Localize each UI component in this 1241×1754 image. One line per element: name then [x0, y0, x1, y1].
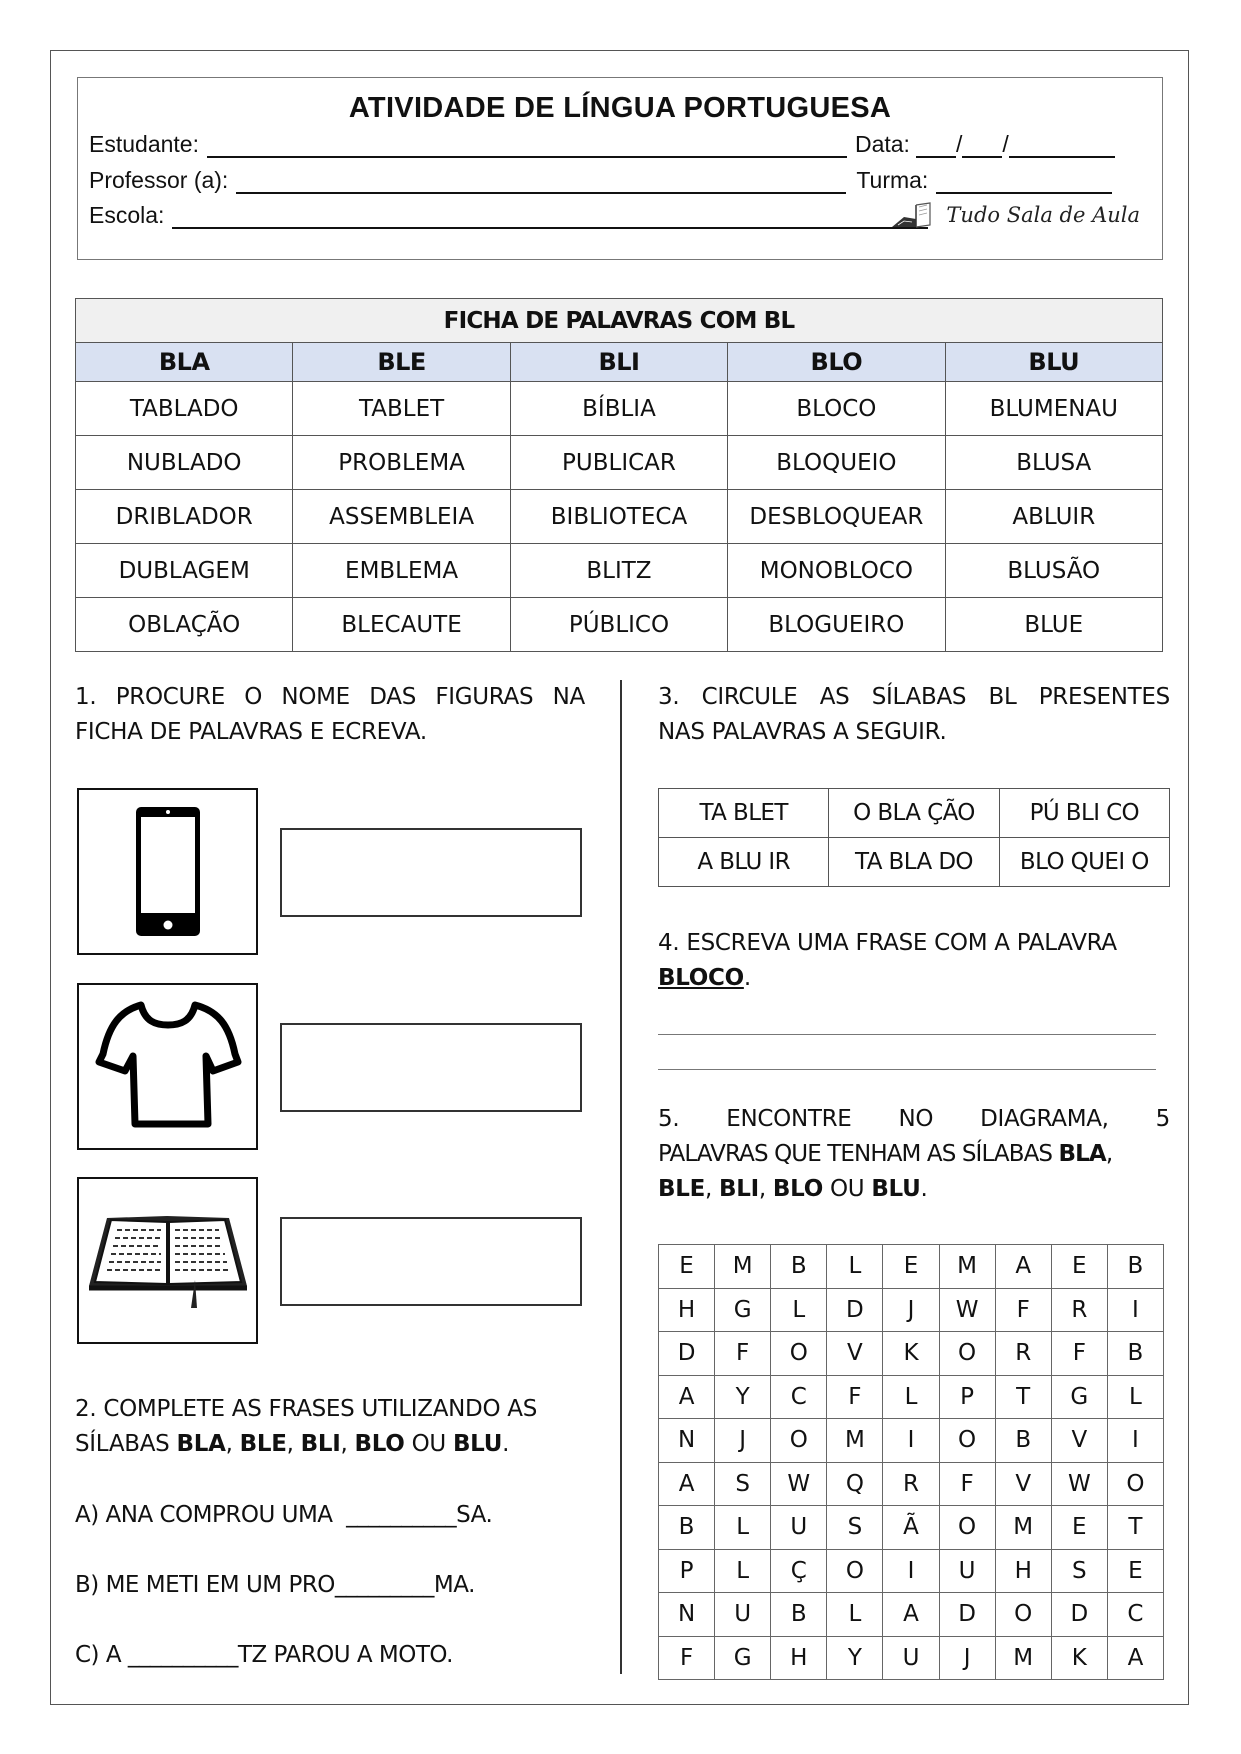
- word: 1.: [75, 684, 97, 710]
- column-header: BLI: [510, 343, 727, 382]
- grid-cell[interactable]: D: [939, 1593, 995, 1637]
- word-cell: PUBLICAR: [510, 436, 727, 490]
- answer-line[interactable]: [658, 1000, 1156, 1035]
- grid-cell[interactable]: F: [1051, 1332, 1107, 1376]
- grid-cell[interactable]: I: [883, 1419, 939, 1463]
- grid-cell[interactable]: E: [659, 1245, 715, 1289]
- grid-cell[interactable]: F: [995, 1288, 1051, 1332]
- q4-line2: [658, 961, 1170, 996]
- grid-cell[interactable]: L: [883, 1375, 939, 1419]
- grid-row: [659, 1419, 1164, 1463]
- grid-cell[interactable]: O: [939, 1419, 995, 1463]
- grid-cell[interactable]: O: [771, 1332, 827, 1376]
- answer-box-book[interactable]: [280, 1217, 582, 1306]
- word-cell: DESBLOQUEAR: [728, 490, 945, 544]
- grid-cell[interactable]: L: [827, 1245, 883, 1289]
- syllable: BLO: [772, 1176, 823, 1202]
- student-field[interactable]: [207, 134, 847, 158]
- grid-cell[interactable]: F: [827, 1375, 883, 1419]
- grid-cell[interactable]: B: [1107, 1245, 1163, 1289]
- text: SÍLABAS: [75, 1431, 177, 1457]
- column-header: BLE: [293, 343, 510, 382]
- word-table: [75, 298, 1163, 652]
- school-label: Escola:: [89, 202, 165, 228]
- grid-cell[interactable]: R: [1051, 1288, 1107, 1332]
- grid-row: [659, 1462, 1164, 1506]
- grid-cell[interactable]: I: [1107, 1419, 1163, 1463]
- word-cell: MONOBLOCO: [728, 544, 945, 598]
- column-header: BLU: [945, 343, 1162, 382]
- word-cell: NUBLADO: [76, 436, 293, 490]
- word: DAS: [369, 684, 416, 710]
- grid-cell[interactable]: O: [939, 1332, 995, 1376]
- q3-instruction: [658, 680, 1170, 750]
- syllable: BLA: [176, 1431, 226, 1457]
- word-cell: PÚBLICO: [510, 598, 727, 652]
- class-field[interactable]: [936, 170, 1112, 194]
- grid-cell[interactable]: A: [659, 1462, 715, 1506]
- word-table-caption: FICHA DE PALAVRAS COM BL: [76, 299, 1163, 343]
- grid-cell[interactable]: O: [1107, 1462, 1163, 1506]
- q1-line2: FICHA DE PALAVRAS E ECREVA.: [75, 719, 427, 745]
- grid-cell[interactable]: A: [659, 1375, 715, 1419]
- grid-cell[interactable]: K: [883, 1332, 939, 1376]
- grid-cell[interactable]: B: [771, 1593, 827, 1637]
- word: 5: [1155, 1106, 1170, 1132]
- date-year[interactable]: [1009, 134, 1115, 158]
- student-row: [89, 131, 1115, 158]
- grid-cell[interactable]: T: [1107, 1506, 1163, 1550]
- answer-box-shirt[interactable]: [280, 1023, 582, 1112]
- word-cell: DRIBLADOR: [76, 490, 293, 544]
- column-header: BLO: [728, 343, 945, 382]
- word: NOME: [281, 684, 350, 710]
- word: 3.: [658, 684, 680, 710]
- grid-cell[interactable]: C: [1107, 1593, 1163, 1637]
- figure-box: [77, 1177, 258, 1344]
- grid-cell[interactable]: L: [715, 1549, 771, 1593]
- table-row: [76, 436, 1163, 490]
- grid-cell[interactable]: V: [1051, 1419, 1107, 1463]
- grid-cell[interactable]: S: [715, 1462, 771, 1506]
- grid-cell[interactable]: W: [771, 1462, 827, 1506]
- syllable: BLI: [719, 1176, 759, 1202]
- q2-line1: 2. COMPLETE AS FRASES UTILIZANDO AS: [75, 1396, 537, 1422]
- q1-line1: [75, 680, 585, 715]
- word-cell: DUBLAGEM: [76, 544, 293, 598]
- table-row: [76, 598, 1163, 652]
- word-table-header: [76, 343, 1163, 382]
- grid-cell[interactable]: M: [939, 1245, 995, 1289]
- syllable-word[interactable]: TA BLA DO: [829, 838, 999, 887]
- grid-cell[interactable]: O: [827, 1549, 883, 1593]
- grid-cell[interactable]: Q: [827, 1462, 883, 1506]
- syllable: BLE: [239, 1431, 287, 1457]
- sentence-b[interactable]: B) ME METI EM UM PRO_________MA.: [75, 1572, 475, 1598]
- word-cell: OBLAÇÃO: [76, 598, 293, 652]
- text: ,: [225, 1431, 240, 1457]
- grid-cell[interactable]: I: [883, 1549, 939, 1593]
- syllable-word[interactable]: TA BLET: [659, 789, 829, 838]
- grid-cell[interactable]: R: [995, 1332, 1051, 1376]
- syllable: BLO: [354, 1431, 405, 1457]
- word: PROCURE: [115, 684, 225, 710]
- grid-cell[interactable]: J: [939, 1636, 995, 1680]
- grid-cell[interactable]: G: [715, 1636, 771, 1680]
- table-row: [659, 789, 1170, 838]
- grid-cell[interactable]: M: [827, 1419, 883, 1463]
- table-row: [76, 382, 1163, 436]
- syllable-word[interactable]: BLO QUEI O: [999, 838, 1169, 887]
- grid-row: [659, 1332, 1164, 1376]
- teacher-label: Professor (a):: [89, 167, 229, 193]
- word-cell: BIBLIOTECA: [510, 490, 727, 544]
- answer-line[interactable]: [658, 1035, 1156, 1070]
- word-cell: EMBLEMA: [293, 544, 510, 598]
- grid-cell[interactable]: D: [1051, 1593, 1107, 1637]
- school-row: [89, 202, 928, 229]
- grid-cell[interactable]: W: [1051, 1462, 1107, 1506]
- grid-cell[interactable]: E: [1051, 1245, 1107, 1289]
- logo-text: Tudo Sala de Aula: [946, 203, 1140, 227]
- word: O: [244, 684, 263, 710]
- date-field[interactable]: / /: [916, 131, 1115, 158]
- grid-cell[interactable]: K: [1051, 1636, 1107, 1680]
- figure-row-book: [75, 1177, 585, 1345]
- word-cell: BÍBLIA: [510, 382, 727, 436]
- word-cell: ASSEMBLEIA: [293, 490, 510, 544]
- text: ,: [286, 1431, 301, 1457]
- q5-line1: [658, 1102, 1170, 1137]
- grid-cell[interactable]: T: [995, 1375, 1051, 1419]
- grid-cell[interactable]: N: [659, 1593, 715, 1637]
- word: NO: [898, 1106, 934, 1132]
- grid-cell[interactable]: D: [827, 1288, 883, 1332]
- word-cell: PROBLEMA: [293, 436, 510, 490]
- grid-cell[interactable]: L: [1107, 1375, 1163, 1419]
- grid-row: [659, 1549, 1164, 1593]
- text: .: [920, 1176, 928, 1202]
- grid-cell[interactable]: B: [771, 1245, 827, 1289]
- grid-cell[interactable]: W: [939, 1288, 995, 1332]
- date-month[interactable]: [962, 134, 1002, 158]
- syllable: BLU: [871, 1176, 921, 1202]
- date-label: Data:: [854, 131, 910, 157]
- grid-cell[interactable]: L: [771, 1288, 827, 1332]
- q5-instruction: [658, 1102, 1170, 1207]
- text: .: [743, 965, 751, 991]
- table-row: [76, 490, 1163, 544]
- syllable-word[interactable]: O BLA ÇÃO: [829, 789, 999, 838]
- word-cell: BLECAUTE: [293, 598, 510, 652]
- sentence-a[interactable]: A) ANA COMPROU UMA __________SA.: [75, 1502, 493, 1528]
- tablet-icon: [133, 804, 203, 939]
- word: BL: [988, 684, 1017, 710]
- text: OU: [404, 1431, 453, 1457]
- syllable-word[interactable]: PÚ BLI CO: [999, 789, 1169, 838]
- column-header: BLA: [76, 343, 293, 382]
- teacher-row: [89, 167, 1112, 194]
- grid-cell[interactable]: S: [827, 1506, 883, 1550]
- q2-instruction: [75, 1392, 585, 1462]
- header-box: [77, 77, 1163, 260]
- word: SÍLABAS: [871, 684, 967, 710]
- grid-row: [659, 1288, 1164, 1332]
- word: AS: [819, 684, 850, 710]
- word-cell: BLOGUEIRO: [728, 598, 945, 652]
- grid-row: [659, 1245, 1164, 1289]
- figure-row-shirt: [75, 983, 585, 1151]
- grid-cell[interactable]: O: [995, 1593, 1051, 1637]
- syllable: BLA: [1058, 1141, 1106, 1167]
- grid-cell[interactable]: U: [939, 1549, 995, 1593]
- text: ,: [705, 1176, 720, 1202]
- syllable-table: [658, 788, 1170, 887]
- q1-instruction: [75, 680, 585, 750]
- word-cell: BLOQUEIO: [728, 436, 945, 490]
- q4-answer-area: [658, 1000, 1156, 1070]
- grid-cell[interactable]: J: [715, 1419, 771, 1463]
- grid-cell[interactable]: U: [771, 1506, 827, 1550]
- answer-box-tablet[interactable]: [280, 828, 582, 917]
- table-row: [659, 838, 1170, 887]
- grid-cell[interactable]: F: [939, 1462, 995, 1506]
- grid-cell[interactable]: F: [715, 1332, 771, 1376]
- grid-cell[interactable]: M: [995, 1506, 1051, 1550]
- q4-line1: 4. ESCREVA UMA FRASE COM A PALAVRA: [658, 930, 1117, 956]
- word: ENCONTRE: [726, 1106, 852, 1132]
- grid-cell[interactable]: N: [659, 1419, 715, 1463]
- word: FIGURAS: [435, 684, 534, 710]
- grid-cell[interactable]: V: [995, 1462, 1051, 1506]
- grid-cell[interactable]: A: [995, 1245, 1051, 1289]
- q2-line2: [75, 1427, 585, 1462]
- word-cell: BLUSA: [945, 436, 1162, 490]
- text: .: [502, 1431, 510, 1457]
- word: DIAGRAMA,: [980, 1106, 1109, 1132]
- grid-row: [659, 1506, 1164, 1550]
- word-cell: BLITZ: [510, 544, 727, 598]
- grid-cell[interactable]: M: [715, 1245, 771, 1289]
- grid-cell[interactable]: Ã: [883, 1506, 939, 1550]
- grid-cell[interactable]: G: [1051, 1375, 1107, 1419]
- grid-cell[interactable]: L: [715, 1506, 771, 1550]
- grid-cell[interactable]: P: [939, 1375, 995, 1419]
- student-label: Estudante:: [89, 131, 199, 157]
- q4-instruction: [658, 926, 1170, 996]
- grid-cell[interactable]: U: [883, 1636, 939, 1680]
- word: 5.: [658, 1106, 680, 1132]
- grid-cell[interactable]: A: [1107, 1636, 1163, 1680]
- q5-line3: [658, 1172, 1170, 1207]
- word-cell: BLUE: [945, 598, 1162, 652]
- teacher-field[interactable]: [236, 170, 846, 194]
- grid-cell[interactable]: L: [827, 1593, 883, 1637]
- school-field[interactable]: [172, 205, 928, 229]
- word: NA: [552, 684, 585, 710]
- grid-row: [659, 1375, 1164, 1419]
- tshirt-icon: [93, 999, 243, 1134]
- grid-cell[interactable]: F: [659, 1636, 715, 1680]
- word-cell: BLUSÃO: [945, 544, 1162, 598]
- grid-cell[interactable]: Y: [827, 1636, 883, 1680]
- q3-line2: NAS PALAVRAS A SEGUIR.: [658, 719, 947, 745]
- word: CIRCULE: [701, 684, 798, 710]
- page-title: ATIVIDADE DE LÍNGUA PORTUGUESA: [348, 92, 892, 124]
- column-divider: [620, 680, 622, 1674]
- grid-cell[interactable]: E: [1107, 1549, 1163, 1593]
- grid-cell[interactable]: P: [659, 1549, 715, 1593]
- word: PRESENTES: [1038, 684, 1170, 710]
- syllable-word[interactable]: A BLU IR: [659, 838, 829, 887]
- grid-cell[interactable]: Ç: [771, 1549, 827, 1593]
- word-cell: TABLET: [293, 382, 510, 436]
- grid-cell[interactable]: B: [1107, 1332, 1163, 1376]
- text: ,: [340, 1431, 355, 1457]
- right-column: [658, 680, 1170, 1671]
- text: ,: [758, 1176, 773, 1202]
- word-cell: TABLADO: [76, 382, 293, 436]
- grid-cell[interactable]: D: [659, 1332, 715, 1376]
- syllable: BLE: [658, 1176, 705, 1202]
- grid-cell[interactable]: H: [771, 1636, 827, 1680]
- class-label: Turma:: [856, 167, 929, 193]
- grid-cell[interactable]: Y: [715, 1375, 771, 1419]
- grid-cell[interactable]: C: [771, 1375, 827, 1419]
- figure-box: [77, 983, 258, 1150]
- word-cell: BLOCO: [728, 382, 945, 436]
- q4-keyword: BLOCO: [658, 965, 744, 991]
- grid-cell[interactable]: M: [995, 1636, 1051, 1680]
- grid-row: [659, 1636, 1164, 1680]
- syllable: BLU: [452, 1431, 503, 1457]
- grid-cell[interactable]: B: [659, 1506, 715, 1550]
- q5-line2: [658, 1137, 1170, 1172]
- figure-box: [77, 788, 258, 955]
- book-logo-icon: [890, 201, 942, 229]
- logo: [890, 201, 1140, 229]
- grid-cell[interactable]: A: [883, 1593, 939, 1637]
- sentence-c[interactable]: C) A __________TZ PAROU A MOTO.: [75, 1642, 453, 1668]
- text: PALAVRAS QUE TENHAM AS SÍLABAS: [658, 1141, 1059, 1167]
- grid-cell[interactable]: H: [995, 1549, 1051, 1593]
- q3-line1: [658, 680, 1170, 715]
- grid-cell[interactable]: E: [883, 1245, 939, 1289]
- word-cell: BLUMENAU: [945, 382, 1162, 436]
- grid-cell[interactable]: J: [883, 1288, 939, 1332]
- grid-cell[interactable]: G: [715, 1288, 771, 1332]
- text: OU: [822, 1176, 872, 1202]
- word-cell: ABLUIR: [945, 490, 1162, 544]
- table-row: [76, 544, 1163, 598]
- open-book-icon: [85, 1208, 251, 1313]
- grid-cell[interactable]: H: [659, 1288, 715, 1332]
- grid-cell[interactable]: R: [883, 1462, 939, 1506]
- grid-cell[interactable]: U: [715, 1593, 771, 1637]
- grid-cell[interactable]: O: [939, 1506, 995, 1550]
- figure-row-tablet: [75, 788, 585, 956]
- date-day[interactable]: [916, 134, 956, 158]
- grid-cell[interactable]: O: [771, 1419, 827, 1463]
- left-column: [75, 680, 585, 1668]
- grid-cell[interactable]: E: [1051, 1506, 1107, 1550]
- text: ,: [1105, 1141, 1113, 1167]
- grid-row: [659, 1593, 1164, 1637]
- grid-cell[interactable]: B: [995, 1419, 1051, 1463]
- grid-cell[interactable]: I: [1107, 1288, 1163, 1332]
- word-search-grid: [658, 1244, 1164, 1680]
- syllable: BLI: [300, 1431, 341, 1457]
- grid-cell[interactable]: S: [1051, 1549, 1107, 1593]
- grid-cell[interactable]: V: [827, 1332, 883, 1376]
